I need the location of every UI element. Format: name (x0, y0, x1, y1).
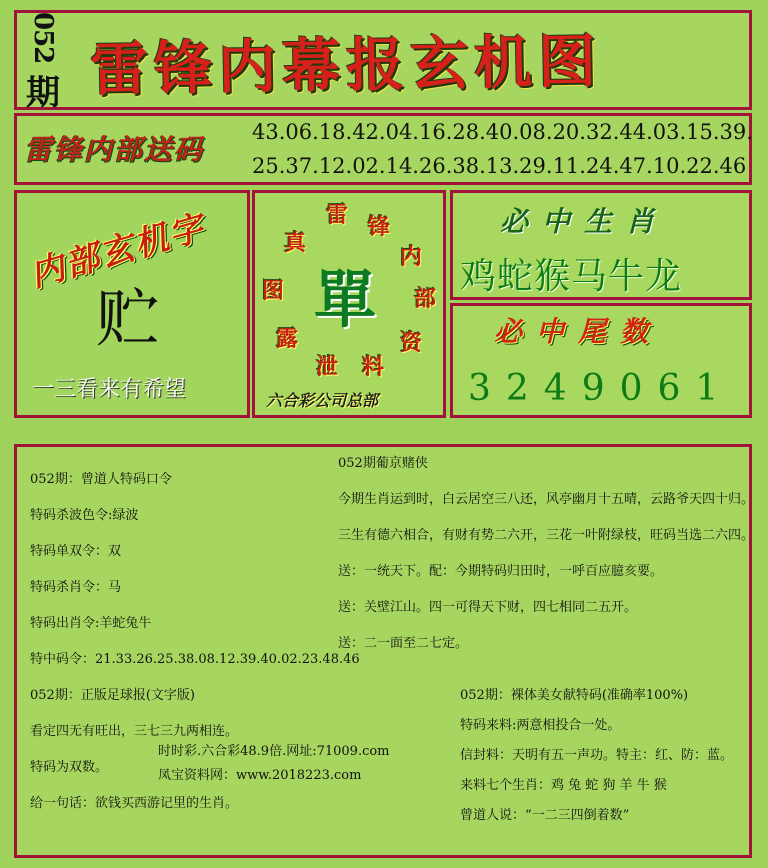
text-line: 特码单双令：双 (30, 544, 122, 559)
text-line: 052期：正版足球报(文字版) (30, 688, 195, 703)
text-line: 送：关壁江山。四一可得天下财，四七相同二五开。 (338, 600, 638, 615)
ring-char: 部 (414, 286, 437, 312)
text-line: 特码杀肖令：马 (30, 580, 122, 595)
text-line: 送：二一面至二七定。 (338, 636, 469, 651)
ring-char: 资 (400, 330, 423, 356)
ring-char: 真 (284, 230, 307, 256)
text-line: 来料七个生肖：鸡 兔 蛇 狗 羊 牛 猴 (460, 778, 667, 793)
issue-label (18, 12, 68, 114)
zodiac-title: 必中生肖 (500, 205, 669, 238)
text-line: 送：一统天下。配：今期特码归田时，一呼百应臆亥要。 (338, 564, 664, 579)
text-line: 今期生肖运到时，白云居空三八还，风亭幽月十五晴，云路爷天四十归。 (338, 492, 755, 507)
numbers-line-2: 25.37.12.02.14.26.38.13.29.11.24.47.10.22.46 (252, 154, 747, 178)
text-line: 看定四无有旺出，三七三九两相连。 (30, 724, 239, 739)
ring-char: 雷 (326, 202, 349, 228)
single-indicator: 單 (314, 263, 377, 336)
ring-char: 内 (400, 244, 423, 270)
text-line: 特码杀波色令:绿波 (30, 508, 139, 523)
text-line: 特码出肖令:羊蛇兔牛 (30, 616, 152, 631)
text-line: 特码来料:两意相投合一处。 (460, 718, 621, 733)
secret-character: 贮 (96, 283, 160, 357)
ring-char: 料 (362, 354, 385, 380)
page-title: 雷锋内幕报玄机图 (89, 26, 603, 104)
ring-char: 图 (262, 278, 285, 304)
numbers-label: 雷锋内部送码 (24, 133, 205, 166)
text-line: 三生有德六相合，有财有势二六开，三花一叶附绿枝，旺码当选二六四。 (338, 528, 755, 543)
issue-number: 052 (28, 12, 58, 64)
secret-word-title: 内部玄机字 (25, 207, 210, 296)
text-line: 给一句话：欲钱买西游记里的生肖。 (30, 796, 239, 811)
ring-char: 露 (276, 326, 299, 352)
ring-char: 泄 (316, 354, 339, 380)
zodiac-list: 鸡蛇猴马牛龙 (460, 256, 683, 297)
text-line: 曾道人说：“一二三四倒着数” (460, 808, 630, 823)
ring-char: 锋 (368, 214, 391, 240)
text-line: 052期葡京赌侠 (338, 456, 428, 471)
text-line: 052期：曾道人特码口令 (30, 472, 172, 487)
text-line: 特中码令：21.33.26.25.38.08.12.39.40.02.23.48.46 (30, 652, 360, 667)
text-line: 信封料：天明有五一声功。特主：红、防：蓝。 (460, 748, 734, 763)
company-text: 六合彩公司总部 (266, 391, 379, 410)
hope-text: 一三看来有希望 (32, 377, 187, 402)
ad-line: 凤宝资料网：www.2018223.com (158, 768, 362, 783)
text-line: 特码为双数。 (30, 760, 109, 775)
numbers-line-1: 43.06.18.42.04.16.28.40.08.20.32.44.03.15.39. (252, 120, 753, 144)
text-line: 052期：裸体美女献特码(准确率100%) (460, 688, 689, 703)
issue-suffix: 期 (26, 73, 60, 114)
tail-number-title: 必中尾数 (494, 315, 663, 348)
ad-line: 时时彩.六合彩48.9倍.网址:71009.com (158, 744, 390, 759)
tail-digits: 3249061 (468, 368, 734, 409)
